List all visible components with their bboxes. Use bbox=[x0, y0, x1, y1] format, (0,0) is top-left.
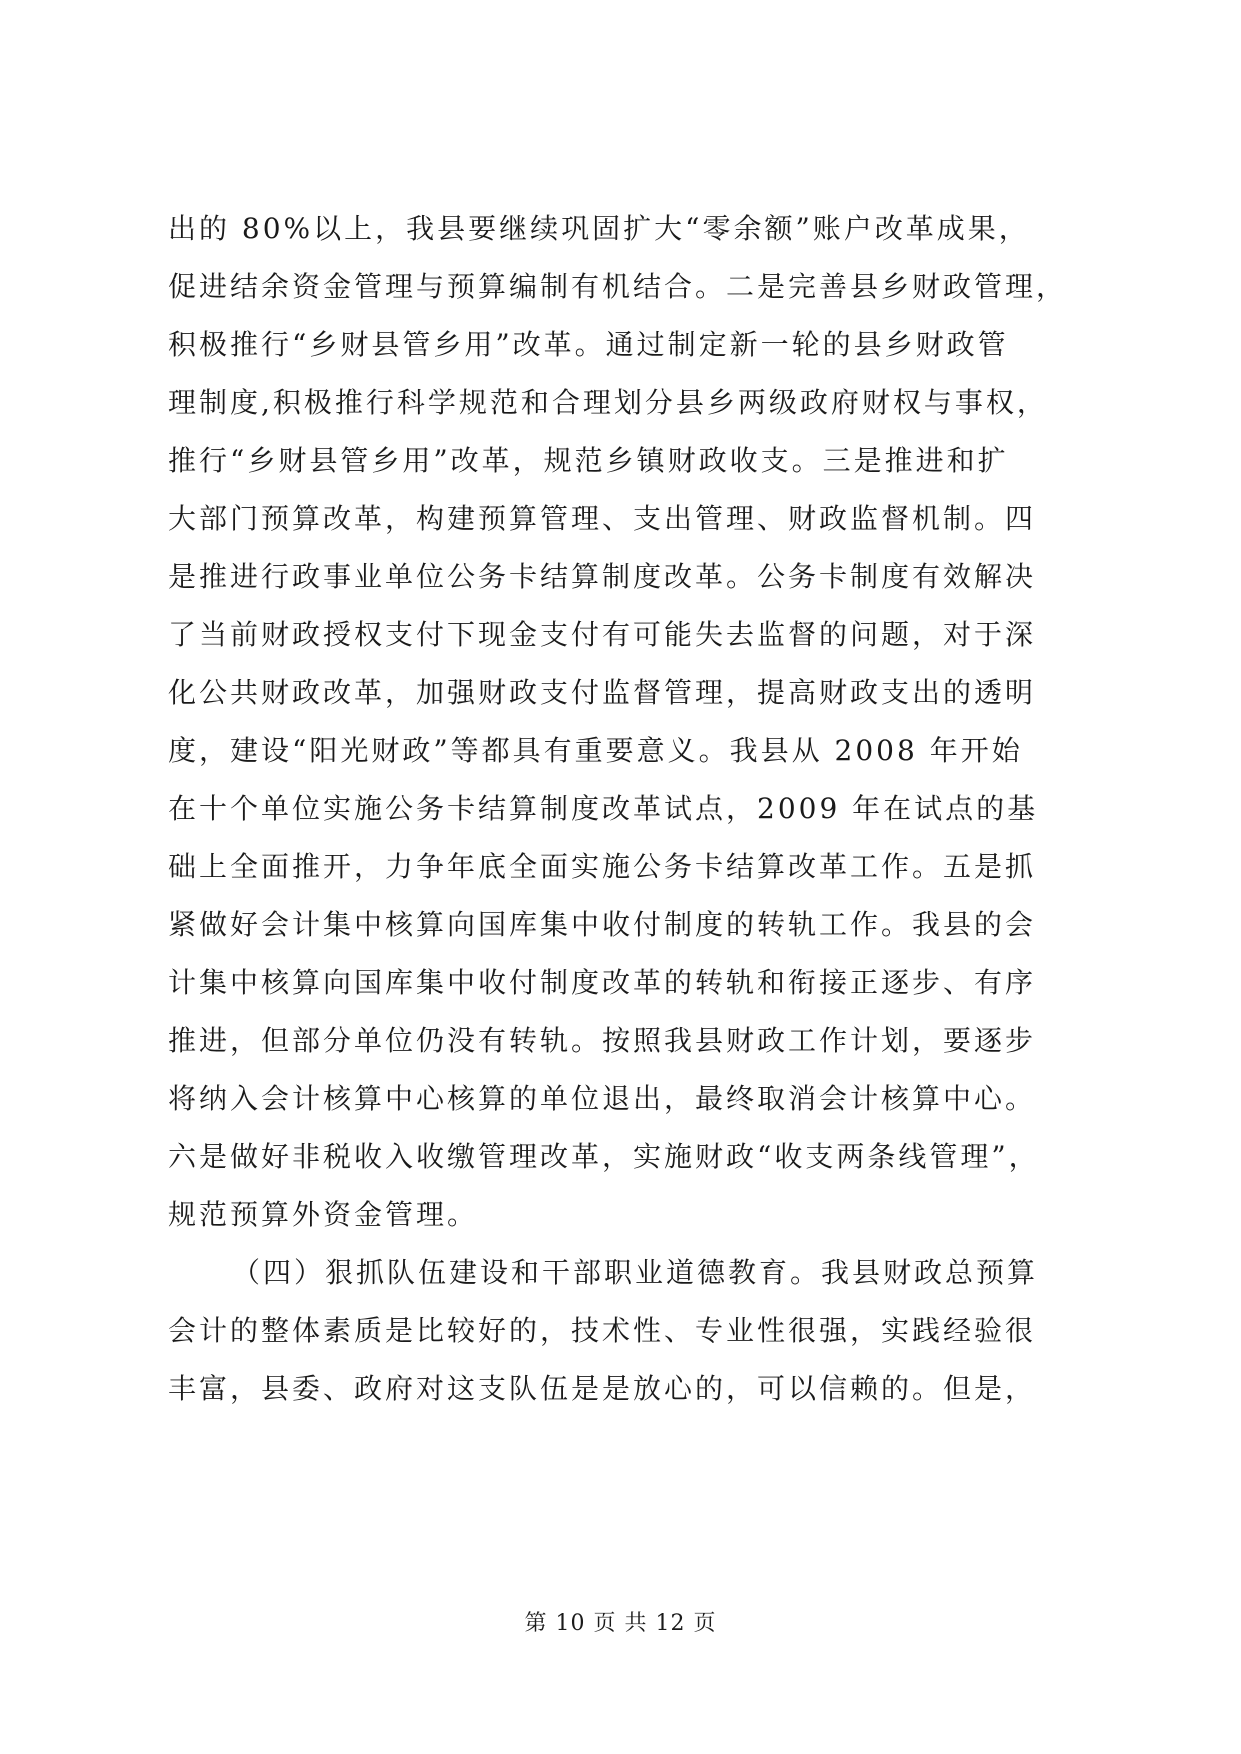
text-line: 在十个单位实施公务卡结算制度改革试点，2009 年在试点的基 bbox=[168, 792, 1039, 825]
page-number-footer: 第 10 页 共 12 页 bbox=[524, 1611, 717, 1636]
text-line: 六是做好非税收入收缴管理改革，实施财政“收支两条线管理”， bbox=[168, 1140, 1040, 1173]
text-line: 规范预算外资金管理。 bbox=[168, 1198, 479, 1231]
text-line: 积极推行“乡财县管乡用”改革。通过制定新一轮的县乡财政管 bbox=[168, 328, 1009, 361]
text-line: 出的 80%以上，我县要继续巩固扩大“零余额”账户改革成果， bbox=[168, 212, 1030, 245]
body-text bbox=[168, 200, 1113, 1418]
text-line: 丰富，县委、政府对这支队伍是是放心的，可以信赖的。但是， bbox=[168, 1372, 1037, 1405]
text-line: 了当前财政授权支付下现金支付有可能失去监督的问题，对于深 bbox=[168, 618, 1037, 651]
text-line: 紧做好会计集中核算向国库集中收付制度的转轨工作。我县的会 bbox=[168, 908, 1037, 941]
paragraph-start-line: （四）狠抓队伍建设和干部职业道德教育。我县财政总预算 bbox=[232, 1256, 1039, 1289]
text-line: 是推进行政事业单位公务卡结算制度改革。公务卡制度有效解决 bbox=[168, 560, 1037, 593]
text-line: 推行“乡财县管乡用”改革，规范乡镇财政收支。三是推进和扩 bbox=[168, 444, 1009, 477]
text-line: 将纳入会计核算中心核算的单位退出，最终取消会计核算中心。 bbox=[168, 1082, 1037, 1115]
text-line: 会计的整体素质是比较好的，技术性、专业性很强，实践经验很 bbox=[168, 1314, 1037, 1347]
text-line: 理制度,积极推行科学规范和合理划分县乡两级政府财权与事权， bbox=[168, 386, 1048, 419]
text-line: 化公共财政改革，加强财政支付监督管理，提高财政支出的透明 bbox=[168, 676, 1037, 709]
text-line: 计集中核算向国库集中收付制度改革的转轨和衔接正逐步、有序 bbox=[168, 966, 1037, 999]
text-line: 度，建设“阳光财政”等都具有重要意义。我县从 2008 年开始 bbox=[168, 734, 1023, 767]
text-line: 推进，但部分单位仍没有转轨。按照我县财政工作计划，要逐步 bbox=[168, 1024, 1037, 1057]
text-line: 大部门预算改革，构建预算管理、支出管理、财政监督机制。四 bbox=[168, 502, 1037, 535]
text-line: 础上全面推开，力争年底全面实施公务卡结算改革工作。五是抓 bbox=[168, 850, 1037, 883]
text-line: 促进结余资金管理与预算编制有机结合。二是完善县乡财政管理， bbox=[168, 270, 1068, 303]
